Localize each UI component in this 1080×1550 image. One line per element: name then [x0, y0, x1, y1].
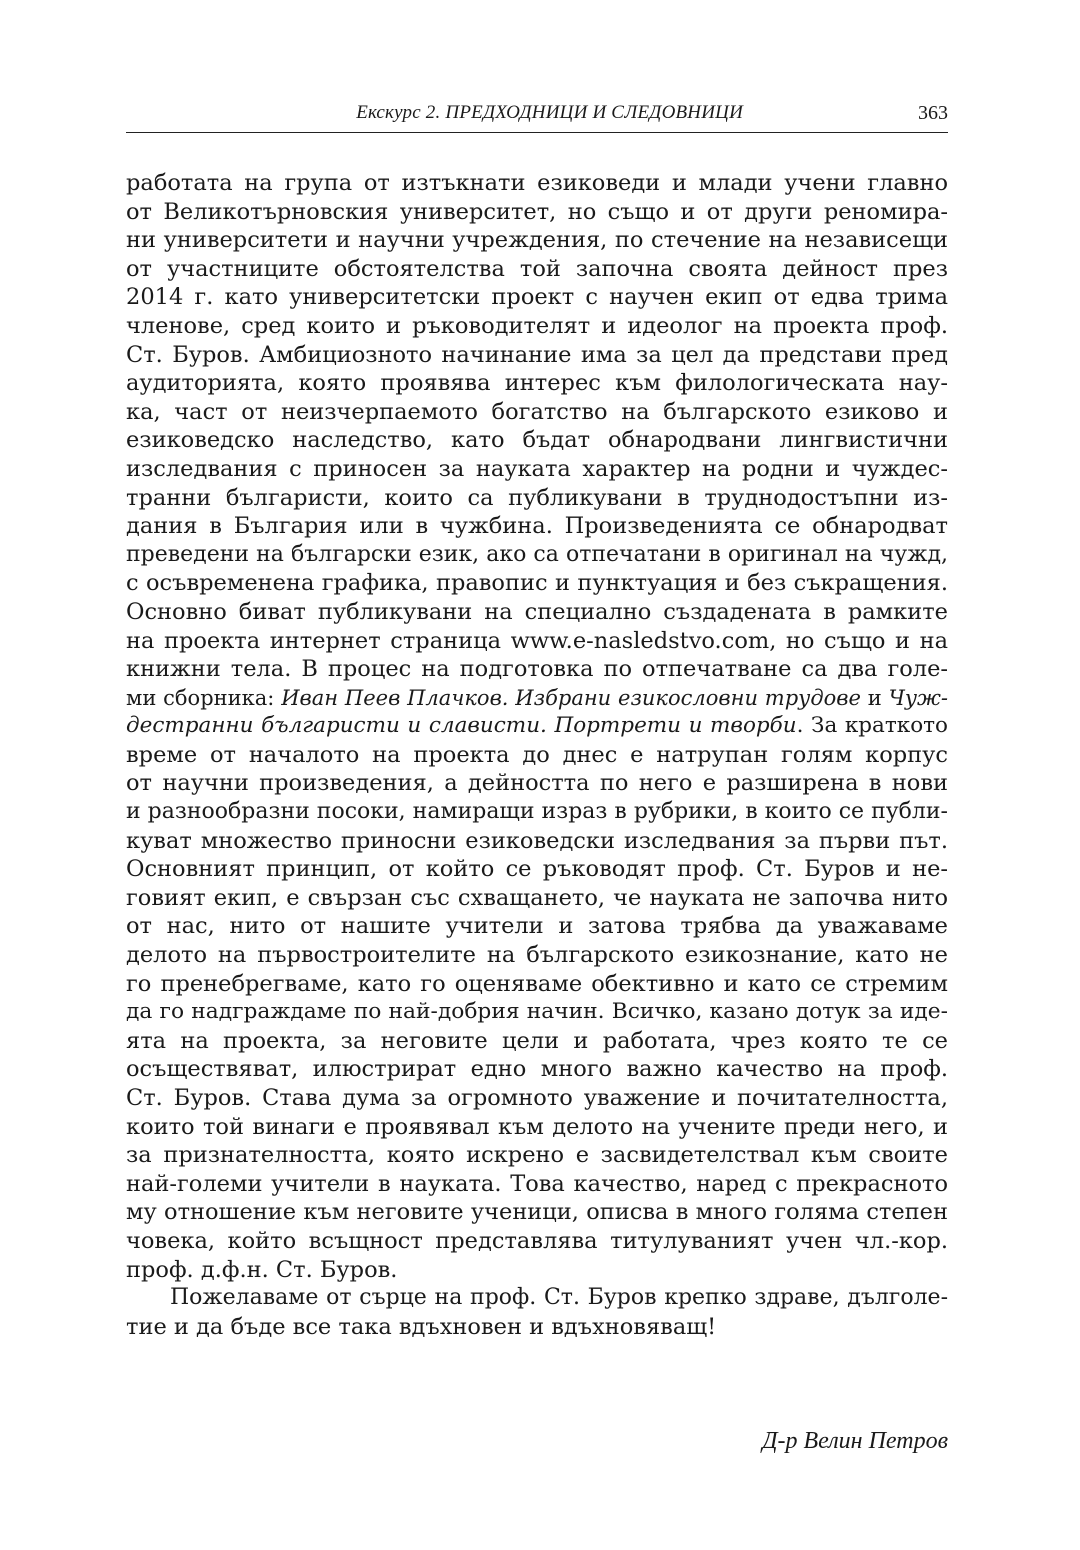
author-signature: Д-р Велин Петров: [762, 1428, 948, 1454]
text-line: които той винаги е проявявал към делото на учените преди него, и: [126, 1113, 948, 1140]
body-text: [126, 169, 948, 1341]
text-line: Пожелаваме от сърце на проф. Ст. Буров крепко здраве, дълголе-: [170, 1285, 948, 1311]
text-line: тие и да бъде все така вдъхновен и вдъхновяващ!: [126, 1313, 717, 1340]
text-line: Ст. Буров. Става дума за огромното уважение и почитателността,: [126, 1085, 948, 1111]
text-line: от участниците обстоятелства той започна своята дейност през: [126, 255, 948, 282]
text-line: най-големи учители в науката. Това качество, наред с прекрасното: [126, 1170, 948, 1197]
text-line: книжни тела. В процес на подготовка по отпечатване са два голе-: [126, 656, 948, 683]
text-line: ята на проекта, за неговите цели и работата, чрез която те се: [126, 1027, 948, 1054]
text-line: куват множество приносни езиковедски изследвания за първи път.: [126, 827, 948, 854]
text-line: от нас, нито от нашите учители и затова трябва да уважаваме: [126, 913, 948, 940]
text-line: говият екип, е свързан със схващането, че науката не започва нито: [126, 884, 948, 911]
text-line: езиковедско наследство, като бъдат обнародвани лингвистични: [126, 427, 948, 454]
text-segment: . За краткото: [796, 713, 948, 739]
text-line: Основният принцип, от който се ръководят проф. Ст. Буров и не-: [126, 856, 948, 883]
text-line: делото на първостроителите на българското езикознание, като не: [126, 942, 948, 969]
text-line: преведени на български език, ако са отпечатани в оригинал на чужд,: [126, 541, 948, 567]
book-title-italic: Иван Пеев Плачков. Избрани езикословни трудове: [281, 685, 861, 710]
text-line-with-titles: [126, 712, 948, 741]
text-line: от Великотърновския университет, но също и от други реномира-: [126, 198, 948, 225]
text-line: Ст. Буров. Амбициозното начинание има за цел да представи пред: [126, 341, 948, 368]
page-number: 363: [918, 102, 948, 124]
text-line: човека, който всъщност представлява титулуваният учен чл.-кор.: [126, 1227, 948, 1254]
book-title-italic: Чуж-: [888, 685, 948, 710]
text-line: време от началото на проекта до днес е натрупан голям корпус: [126, 741, 948, 768]
text-line: ни университети и научни учреждения, по стечение на независещи: [126, 227, 948, 254]
text-line: да го надграждаме по най-добрия начин. Всичко, казано дотук за иде-: [126, 999, 948, 1025]
text-line: и разнообразни посоки, намиращи израз в рубрики, в които се публи-: [126, 799, 948, 825]
text-line: осъществяват, илюстрират едно много важно качество на проф.: [126, 1056, 948, 1083]
text-segment: и: [860, 685, 889, 710]
text-line: от научни произведения, а дейността по него е разширена в нови: [126, 770, 948, 797]
running-header: [126, 100, 948, 133]
text-line: за признателността, която искрено е засвидетелствал към своите: [126, 1142, 948, 1169]
text-line: го пренебрегваме, като го оценяваме обективно и като се стремим: [126, 970, 948, 997]
text-line: членове, сред които и ръководителят и идеолог на проекта проф.: [126, 312, 948, 339]
text-line: дания в България или в чужбина. Произведенията се обнародват: [126, 513, 948, 540]
text-line-with-titles: [126, 684, 948, 713]
text-line: му отношение към неговите ученици, описва в много голяма степен: [126, 1199, 948, 1226]
text-segment: ми сборника:: [126, 685, 282, 710]
text-line: 2014 г. като университетски проект с научен екип от едва трима: [126, 284, 948, 311]
book-title-italic: дестранни българисти и слависти. Портрети и творби: [126, 713, 797, 739]
text-line: транни българисти, които са публикувани в труднодостъпни из-: [126, 484, 948, 511]
text-line: с осъвременена графика, правопис и пунктуация и без съкращения.: [126, 570, 948, 597]
text-line: аудиторията, която проявява интерес към филологическата нау-: [126, 370, 948, 397]
text-line: ка, част от неизчерпаемото богатство на българското езиково и: [126, 398, 948, 425]
text-line: на проекта интернет страница www.e-nasledstvo.com, но също и на: [126, 627, 948, 654]
text-line: изследвания с приносен за науката характер на родни и чуждес-: [126, 455, 948, 482]
text-line: работата на група от изтъкнати езиковеди и млади учени главно: [126, 170, 948, 196]
running-header-title: Екскурс 2. ПРЕДХОДНИЦИ И СЛЕДОВНИЦИ: [356, 102, 743, 123]
text-line: проф. д.ф.н. Ст. Буров.: [126, 1256, 398, 1283]
text-line: Основно биват публикувани на специално създадената в рамките: [126, 598, 948, 625]
